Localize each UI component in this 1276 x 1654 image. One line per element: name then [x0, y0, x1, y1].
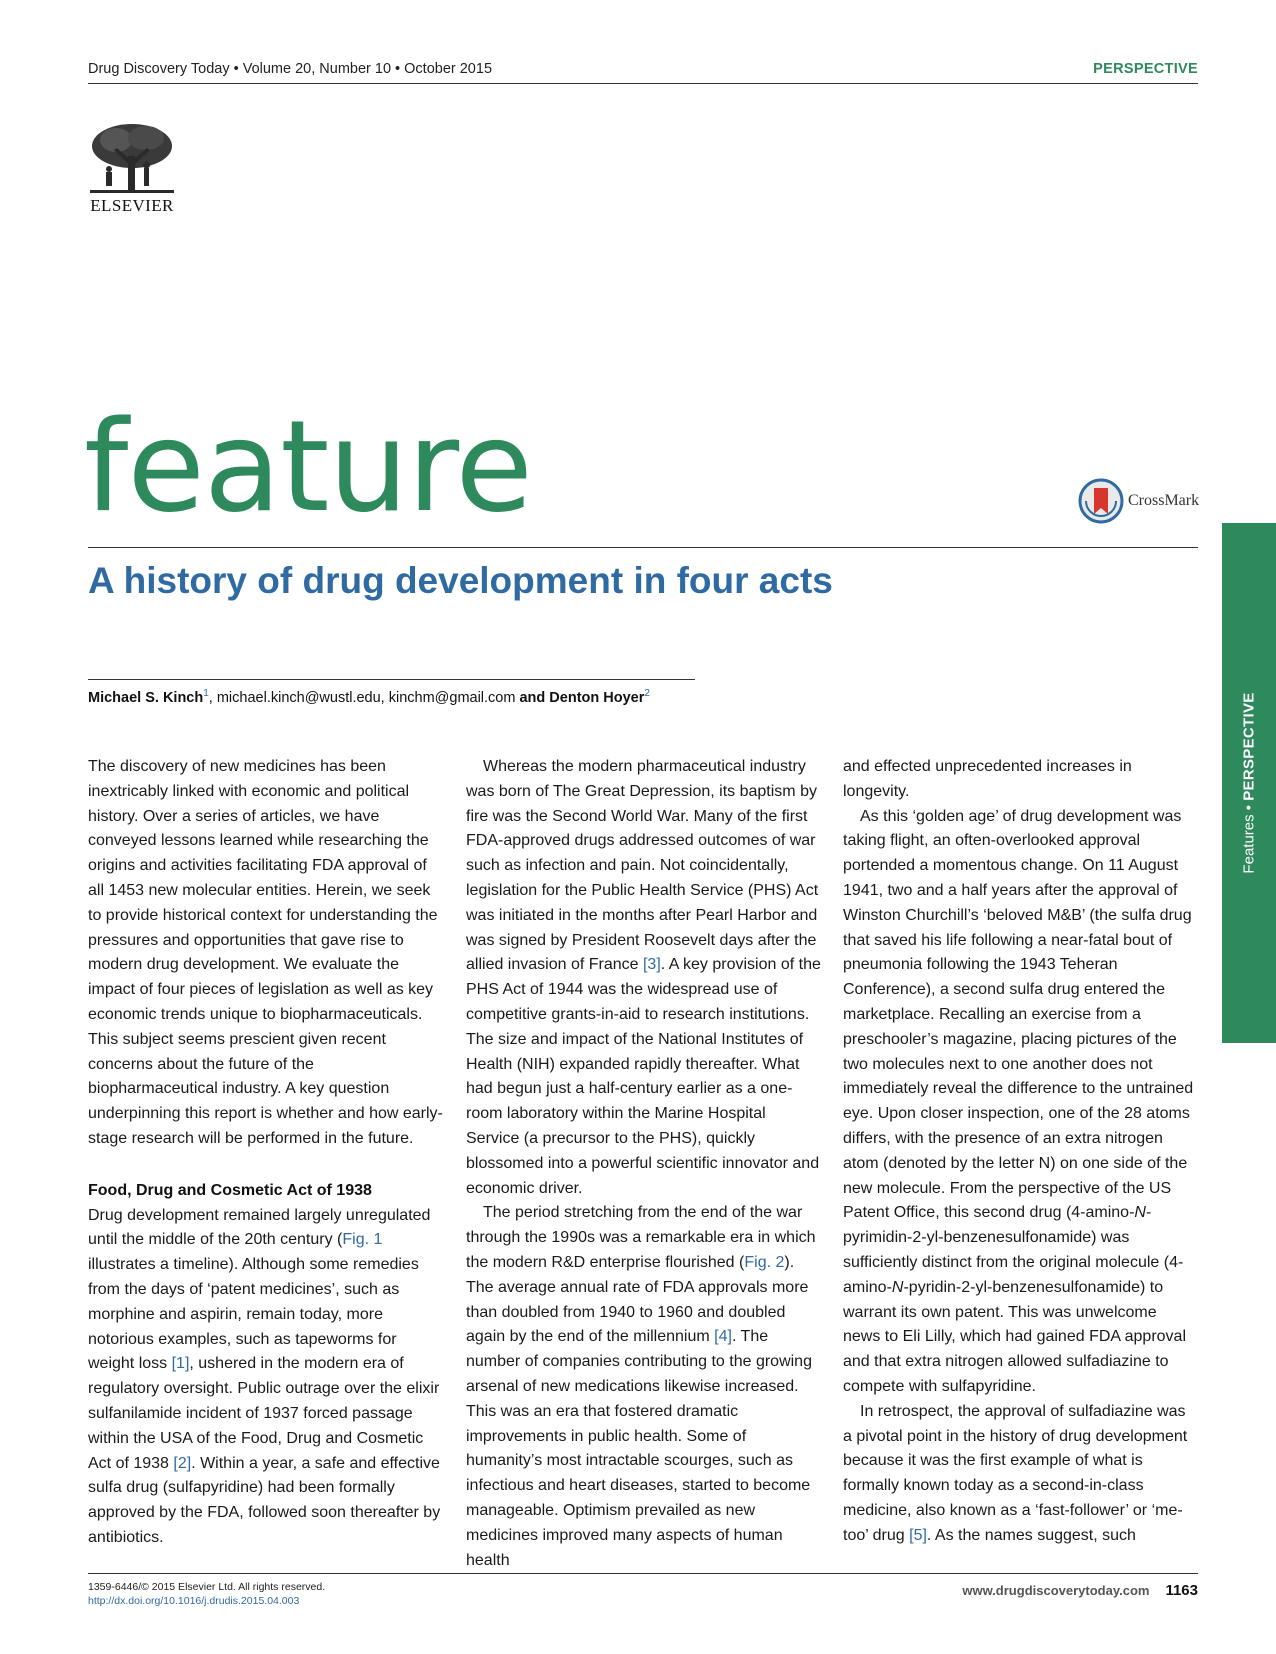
- body-paragraph: Drug development remained largely unregulated until the middle of the 20th century (Fig. 1 illustrates a timeline). Although some remedies from the days of ‘patent medicines’, such as morphine and aspirin, remain today, more notorious examples, such as tapeworms for weight loss [1], ushered in the modern era of regulatory oversight. Public outrage over the elixir sulfanilamide incident of 1937 forced passage within the USA of the Food, Drug and Cosmetic Act of 1938 [2]. Within a year, a safe and effective sulfa drug (sulfapyridine) had been formally approved by the FDA, followed soon thereafter by antibiotics.: [88, 1206, 441, 1546]
- column-1: [88, 755, 443, 1551]
- title-rule: [88, 547, 1198, 548]
- column-2: [466, 755, 821, 1573]
- running-head: [88, 61, 1198, 77]
- side-tab-label: Features • PERSPECTIVE: [1240, 692, 1258, 874]
- reference-link[interactable]: [3]: [642, 956, 661, 974]
- author-rule: [88, 679, 695, 680]
- footer-rule: [88, 1573, 1198, 1574]
- author-emails[interactable]: , michael.kinch@wustl.edu, kinchm@gmail.com: [208, 689, 520, 706]
- body-paragraph: Whereas the modern pharmaceutical industry was born of The Great Depression, its baptism by fire was the Second World War. Many of the first FDA-approved drugs addressed outcomes of war such as infection and pain. Not coincidentally, legislation for the Public Health Service (PHS) Act was initiated in the months after Pearl Harbor and was signed by President Roosevelt days after the allied invasion of France [3]. A key provision of the PHS Act of 1944 was the widespread use of competitive grants-in-aid to research institutions. The size and impact of the National Institutes of Health (NIH) expanded rapidly thereafter. What had begun just a half-century earlier as a one-room laboratory within the Marine Hospital Service (a precursor to the PHS), quickly blossomed into a powerful scientific innovator and economic driver.: [466, 758, 821, 1197]
- publisher-name: ELSEVIER: [90, 196, 174, 215]
- crossmark-icon: [1078, 478, 1124, 524]
- author-line: [88, 688, 650, 706]
- crossmark-badge[interactable]: [1078, 478, 1199, 524]
- doi-link[interactable]: http://dx.doi.org/10.1016/j.drudis.2015.04.003: [88, 1595, 300, 1607]
- reference-link[interactable]: [2]: [173, 1454, 192, 1472]
- author-2: Denton Hoyer: [549, 689, 645, 706]
- footer-copyright: [88, 1580, 325, 1608]
- publisher-logo: [86, 120, 181, 216]
- section-heading: Food, Drug and Cosmetic Act of 1938: [88, 1181, 372, 1199]
- reference-link[interactable]: [4]: [714, 1328, 732, 1346]
- feature-label: feature: [84, 393, 532, 540]
- abstract-paragraph: The discovery of new medicines has been inextricably linked with economic and political history. Over a series of articles, we have conveyed lessons learned while researching the origins and activities facilitating FDA approval of all 1453 new molecular entities. Herein, we seek to provide historical context for understanding the pressures and opportunities that gave rise to modern drug development. We evaluate the impact of four pieces of legislation as well as key economic trends unique to biopharmaceuticals. This subject seems prescient given recent concerns about the future of the biopharmaceutical industry. A key question underpinning this report is whether and how early-stage research will be performed in the future.: [88, 758, 443, 1147]
- header-rule: [88, 83, 1198, 84]
- reference-link[interactable]: [1]: [171, 1355, 190, 1373]
- body-paragraph: and effected unprecedented increases in longevity.: [843, 758, 1132, 800]
- author-conjunction: and: [519, 689, 550, 706]
- section-side-tab: [1222, 523, 1276, 1043]
- figure-link[interactable]: Fig. 1: [342, 1231, 383, 1249]
- elsevier-tree-icon: [86, 120, 178, 198]
- author-2-affiliation[interactable]: 2: [644, 688, 650, 699]
- author-1: Michael S. Kinch: [88, 689, 204, 706]
- body-paragraph: As this ‘golden age’ of drug development was taking flight, an often-overlooked approval portended a momentous change. On 11 August 1941, two and a half years after the approval of Winston Churchill’s ‘beloved M&B’ (the sulfa drug that saved his life following a near-fatal bout of pneumonia following the 1943 Teheran Conference), a second sulfa drug entered the marketplace. Recalling an exercise from a preschooler’s magazine, placing pictures of the two molecules next to one another does not immediately reveal the difference to the untrained eye. Upon closer inspection, one of the 28 atoms differs, with the presence of an extra nitrogen atom (denoted by the letter N) on one side of the new molecule. From the perspective of the US Patent Office, this second drug (4-amino-N-pyrimidin-2-yl-benzenesulfonamide) was sufficiently distinct from the original molecule (4-amino-N-pyridin-2-yl-benzenesulfonamide) to warrant its own patent. This was unwelcome news to Eli Lilly, which had gained FDA approval and that extra nitrogen allowed sulfadiazine to compete with sulfapyridine.: [843, 807, 1194, 1395]
- figure-link[interactable]: Fig. 2: [744, 1253, 785, 1271]
- body-paragraph: In retrospect, the approval of sulfadiazine was a pivotal point in the history of drug development because it was the first example of what is formally known today as a second-in-class medicine, also known as a ‘fast-follower’ or ‘me-too’ drug [5]. As the names suggest, such: [843, 1402, 1188, 1544]
- journal-url[interactable]: www.drugdiscoverytoday.com: [962, 1583, 1150, 1598]
- body-paragraph: The period stretching from the end of the war through the 1990s was a remarkable era in which the modern R&D enterprise flourished (Fig. 2). The average annual rate of FDA approvals more than doubled from 1940 to 1960 and doubled again by the end of the millennium [4]. The number of companies contributing to the growing arsenal of new medications likewise increased. This was an era that fostered dramatic improvements in public health. Some of humanity’s most intractable scourges, such as infectious and heart diseases, started to become manageable. Optimism prevailed as new medicines improved many aspects of human health: [466, 1204, 816, 1569]
- issn-copyright: 1359-6446/© 2015 Elsevier Ltd. All rights reserved.: [88, 1581, 326, 1593]
- author-1-affiliation[interactable]: 1: [203, 688, 209, 699]
- column-3: [843, 755, 1198, 1549]
- reference-link[interactable]: [5]: [909, 1526, 927, 1544]
- journal-info: Drug Discovery Today • Volume 20, Number 10 • October 2015: [88, 61, 493, 77]
- section-label: PERSPECTIVE: [1093, 61, 1198, 77]
- page-number: 1163: [1165, 1582, 1198, 1599]
- footer-right: [962, 1582, 1198, 1599]
- crossmark-label: CrossMark: [1128, 492, 1200, 509]
- article-title: A history of drug development in four acts: [88, 560, 833, 601]
